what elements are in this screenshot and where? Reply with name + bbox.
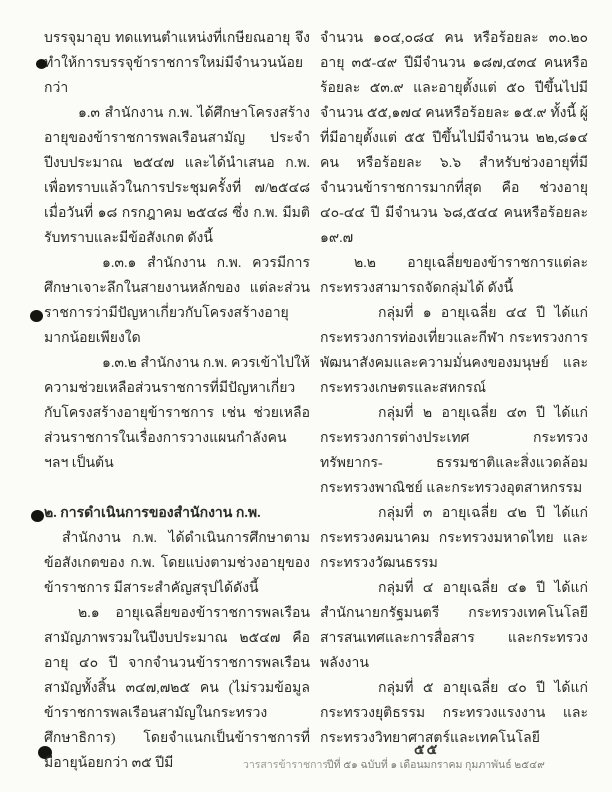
ink-dot bbox=[31, 510, 44, 522]
right-column bbox=[320, 26, 588, 751]
paragraph-section-1-3-2: ๑.๓.๒ สำนักงาน ก.พ. ควรเข้าไปให้ความช่วยเหลือส่วนราชการที่มีปัญหาเกี่ยวกับโครงสร้างอายุข้าราชการ เช่น ช่วยเหลือส่วนราชการในเรื่องการวางแผนกำลังคน ฯลฯ เป็นต้น bbox=[44, 356, 310, 471]
paragraph-group-1: กลุ่มที่ ๑ อายุเฉลี่ย ๔๔ ปี ได้แก่ กระทรวงการท่องเที่ยวและกีฬา กระทรวงการพัฒนาสังคมและความมั่นคงของมนุษย์ และกระทรวงเกษตรและสหกรณ์ bbox=[320, 306, 588, 396]
left-column bbox=[44, 26, 310, 776]
paragraph-section-2-2: ๒.๒ อายุเฉลี่ยของข้าราชการแต่ละกระทรวงสามารถจัดกลุ่มได้ ดังนี้ bbox=[320, 256, 588, 296]
paragraph-statistics-continuation: จำนวน ๑๐๔,๐๘๔ คน หรือร้อยละ ๓๐.๒๐ อายุ ๓๕-๔๙ ปีมีจำนวน ๑๘๗,๔๓๔ คนหรือร้อยละ ๕๓.๙ และอายุตั้งแต่ ๕๐ ปีขึ้นไปมีจำนวน ๕๕,๑๗๔ คนหรือร้อยละ ๑๕.๙ ทั้งนี้ ผู้ที่มีอายุตั้งแต่ ๕๕ ปีขึ้นไปมีจำนวน ๒๒,๘๑๔ คน หรือร้อยละ ๖.๖ สำหรับช่วงอายุที่มีจำนวนข้าราชการมากที่สุด คือ ช่วงอายุ ๔๐-๔๔ ปี มีจำนวน ๖๘,๕๔๔ คนหรือร้อยละ ๑๙.๗ bbox=[320, 31, 588, 246]
paragraph-section-2-1: ๒.๑ อายุเฉลี่ยของข้าราชการพลเรือนสามัญภาพรวมในปีงบประมาณ ๒๕๔๗ คือ อายุ ๔๐ ปี จากจำนวนข้าราชการพลเรือนสามัญทั้งสิ้น ๓๔๗,๗๒๕ คน (ไม่รวมข้อมูลข้าราชการพลเรือนสามัญในกระทรวงศึกษาธิการ) โดยจำแนกเป็นข้าราชการที่มีอายุน้อยกว่า ๓๕ ปีมี bbox=[44, 606, 310, 771]
paragraph-continuation: บรรจุมาอุบ ทดแทนตำแหน่งที่เกษียณอายุ จึงทำให้การบรรจุข้าราชการใหม่มีจำนวนน้อยกว่า bbox=[44, 31, 310, 96]
paragraph-section-1-3-1: ๑.๓.๑ สำนักงาน ก.พ. ควรมีการศึกษาเจาะลึกในสายงานหลักของ แต่ละส่วนราชการว่ามีปัญหาเกี่ยวกับโครงสร้างอายุมากน้อยเพียงใด bbox=[44, 256, 310, 346]
paragraph-section-1-3: ๑.๓ สำนักงาน ก.พ. ได้ศึกษาโครงสร้างอายุของข้าราชการพลเรือนสามัญ ประจำปีงบประมาณ ๒๕๔๗ และได้นำเสนอ ก.พ. เพื่อทราบแล้วในการประชุมครั้งที่ ๗/๒๕๔๘ เมื่อวันที่ ๑๘ กรกฎาคม ๒๕๔๘ ซึ่ง ก.พ. มีมติรับทราบและมีข้อสังเกต ดังนี้ bbox=[44, 106, 310, 246]
section-2-heading: ๒. การดำเนินการของสำนักงาน ก.พ. bbox=[44, 506, 261, 521]
journal-name: วารสารข้าราชการ bbox=[243, 760, 329, 771]
page-number: ๕๕ bbox=[414, 743, 440, 758]
issue-info: ปีที่ ๕๑ ฉบับที่ ๑ เดือนมกราคม กุมภาพันธ์ ๒๕๔๙ bbox=[327, 760, 545, 771]
paragraph-section-2-intro: สำนักงาน ก.พ. ได้ดำเนินการศึกษาตามข้อสังเกตของ ก.พ. โดยแบ่งตามช่วงอายุของข้าราชการ มีสาระสำคัญสรุปได้ดังนี้ bbox=[44, 531, 310, 596]
paragraph-group-5: กลุ่มที่ ๕ อายุเฉลี่ย ๔๐ ปี ได้แก่ กระทรวงยุติธรรม กระทรวงแรงงาน และกระทรวงวิทยาศาสตร์และเทคโนโลยี bbox=[320, 681, 588, 746]
paragraph-group-2: กลุ่มที่ ๒ อายุเฉลี่ย ๔๓ ปี ได้แก่ กระทรวงการต่างประเทศ กระทรวงทรัพยากร- ธรรมชาติและสิ่งแวดล้อม กระทรวงพาณิชย์ และกระทรวงอุตสาหกรรม bbox=[320, 406, 588, 496]
paragraph-group-4: กลุ่มที่ ๔ อายุเฉลี่ย ๔๑ ปี ได้แก่ สำนักนายกรัฐมนตรี กระทรวงเทคโนโลยีสารสนเทศและการสื่อสาร และกระทรวงพลังงาน bbox=[320, 581, 588, 671]
paragraph-group-3: กลุ่มที่ ๓ อายุเฉลี่ย ๔๒ ปี ได้แก่ กระทรวงคมนาคม กระทรวงมหาดไทย และกระทรวงวัฒนธรรม bbox=[320, 506, 588, 571]
ink-dot bbox=[30, 310, 43, 322]
